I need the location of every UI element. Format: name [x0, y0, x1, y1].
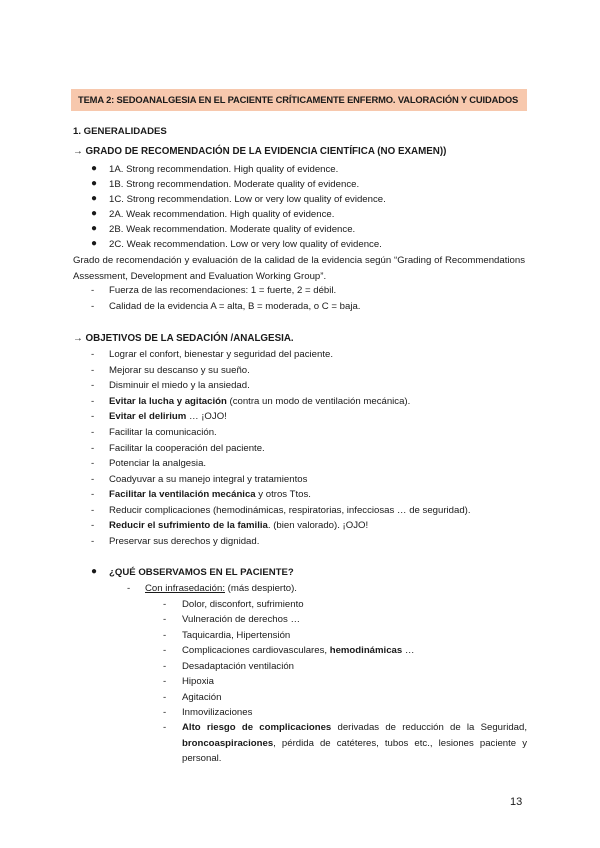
emphasis: Evitar el delirium [109, 411, 187, 422]
list-item-text: … ¡OJO! [186, 411, 227, 422]
dash-marker: - [91, 380, 95, 391]
dash-marker: - [91, 505, 95, 516]
emphasis: hemodinámicas [329, 645, 403, 656]
dash-marker: - [163, 692, 167, 703]
dash-marker: - [163, 645, 167, 656]
bullet-icon: ● [91, 178, 98, 189]
list-item: Dolor, disconfort, sufrimiento [182, 599, 304, 610]
dash-marker: - [127, 583, 131, 594]
dash-marker: - [163, 630, 167, 641]
dash-marker: - [91, 458, 95, 469]
list-item: Taquicardia, Hipertensión [182, 630, 291, 641]
list-item [109, 489, 311, 500]
list-item: Potenciar la analgesia. [109, 458, 207, 469]
objectives-heading: → OBJETIVOS DE LA SEDACIÓN /ANALGESIA. [73, 333, 294, 344]
list-item: Facilitar la cooperación del paciente. [109, 443, 265, 454]
page-title: TEMA 2: SEDOANALGESIA EN EL PACIENTE CRÍTICAMENTE ENFERMO. VALORACIÓN Y CUIDADOS [78, 94, 519, 105]
dash-marker: - [91, 349, 95, 360]
list-item [182, 645, 414, 656]
evidence-grade-heading: → GRADO DE RECOMENDACIÓN DE LA EVIDENCIA CIENTÍFICA (NO EXAMEN)) [73, 146, 447, 157]
list-item: 2B. Weak recommendation. Moderate quality of evidence. [109, 224, 356, 235]
bullet-icon: ● [91, 163, 98, 174]
bullet-icon: ● [91, 208, 98, 219]
list-item-text: y otros Ttos. [255, 489, 311, 500]
list-item [182, 720, 527, 767]
list-item: Inmovilizaciones [182, 707, 253, 718]
list-item: Lograr el confort, bienestar y seguridad del paciente. [109, 349, 333, 360]
list-item: Reducir complicaciones (hemodinámicas, respiratorias, infecciosas … de seguridad). [109, 505, 471, 516]
emphasis: Evitar la lucha y agitación [109, 396, 227, 407]
bullet-icon: ● [91, 193, 98, 204]
list-item-text: … [402, 645, 415, 656]
bullet-icon: ● [91, 223, 98, 234]
list-item-text: derivadas de reducción de la Seguridad, [331, 722, 527, 733]
dash-marker: - [91, 489, 95, 500]
list-item-text: Complicaciones cardiovasculares, [182, 645, 330, 656]
dash-marker: - [163, 676, 167, 687]
observe-heading: ¿QUÉ OBSERVAMOS EN EL PACIENTE? [109, 567, 294, 578]
underlined-label: Con infrasedación: [145, 583, 225, 594]
grading-paragraph: Grado de recomendación y evaluación de la calidad de la evidencia según “Grading of Recommendations Assessment, Development and Evaluation Working Group”. [73, 255, 525, 282]
dash-marker: - [91, 365, 95, 376]
emphasis: Facilitar la ventilación mecánica [109, 489, 256, 500]
list-item: Calidad de la evidencia A = alta, B = moderada, o C = baja. [109, 301, 361, 312]
dash-marker: - [91, 396, 95, 407]
title-banner [71, 89, 527, 111]
list-item: Preservar sus derechos y dignidad. [109, 536, 260, 547]
list-item [109, 520, 368, 531]
list-item-text: , pérdida de catéteres, tubos etc., lesiones paciente y personal. [182, 737, 527, 764]
list-item: 2A. Weak recommendation. High quality of evidence. [109, 209, 335, 220]
list-item: Agitación [182, 692, 222, 703]
page-number: 13 [510, 796, 523, 808]
dash-marker: - [91, 301, 95, 312]
list-item: Fuerza de las recomendaciones: 1 = fuerte, 2 = débil. [109, 285, 337, 296]
dash-marker: - [91, 474, 95, 485]
list-item-text: . (bien valorado). ¡OJO! [267, 520, 369, 531]
list-item [109, 411, 227, 422]
list-item: Desadaptación ventilación [182, 661, 295, 672]
subheading-note: (más despierto). [225, 583, 297, 594]
dash-marker: - [91, 520, 95, 531]
list-item-text: (contra un modo de ventilación mecánica). [226, 396, 411, 407]
list-item [109, 396, 410, 407]
dash-marker: - [91, 536, 95, 547]
bullet-icon: ● [91, 238, 98, 249]
emphasis: Reducir el sufrimiento de la familia [109, 520, 268, 531]
list-item: 1B. Strong recommendation. Moderate quality of evidence. [109, 179, 360, 190]
list-item: Disminuir el miedo y la ansiedad. [109, 380, 250, 391]
list-item: 2C. Weak recommendation. Low or very low quality of evidence. [109, 239, 382, 250]
list-item: Facilitar la comunicación. [109, 427, 217, 438]
dash-marker: - [91, 285, 95, 296]
dash-marker: - [163, 707, 167, 718]
dash-marker: - [163, 614, 167, 625]
dash-marker: - [163, 599, 167, 610]
list-item: Mejorar su descanso y su sueño. [109, 365, 250, 376]
dash-marker: - [163, 722, 167, 733]
list-item: Hipoxia [182, 676, 214, 687]
list-item: Vulneración de derechos … [182, 614, 301, 625]
list-item: 1A. Strong recommendation. High quality of evidence. [109, 164, 339, 175]
dash-marker: - [91, 427, 95, 438]
emphasis: Alto riesgo de complicaciones [182, 722, 332, 733]
list-item: Coadyuvar a su manejo integral y tratamientos [109, 474, 308, 485]
observe-subheading [145, 583, 297, 594]
dash-marker: - [91, 443, 95, 454]
list-item: 1C. Strong recommendation. Low or very low quality of evidence. [109, 194, 386, 205]
dash-marker: - [91, 411, 95, 422]
dash-marker: - [163, 661, 167, 672]
emphasis: broncoaspiraciones [182, 737, 274, 749]
section-heading-generalidades: 1. GENERALIDADES [73, 126, 167, 137]
bullet-icon: ● [91, 566, 98, 577]
